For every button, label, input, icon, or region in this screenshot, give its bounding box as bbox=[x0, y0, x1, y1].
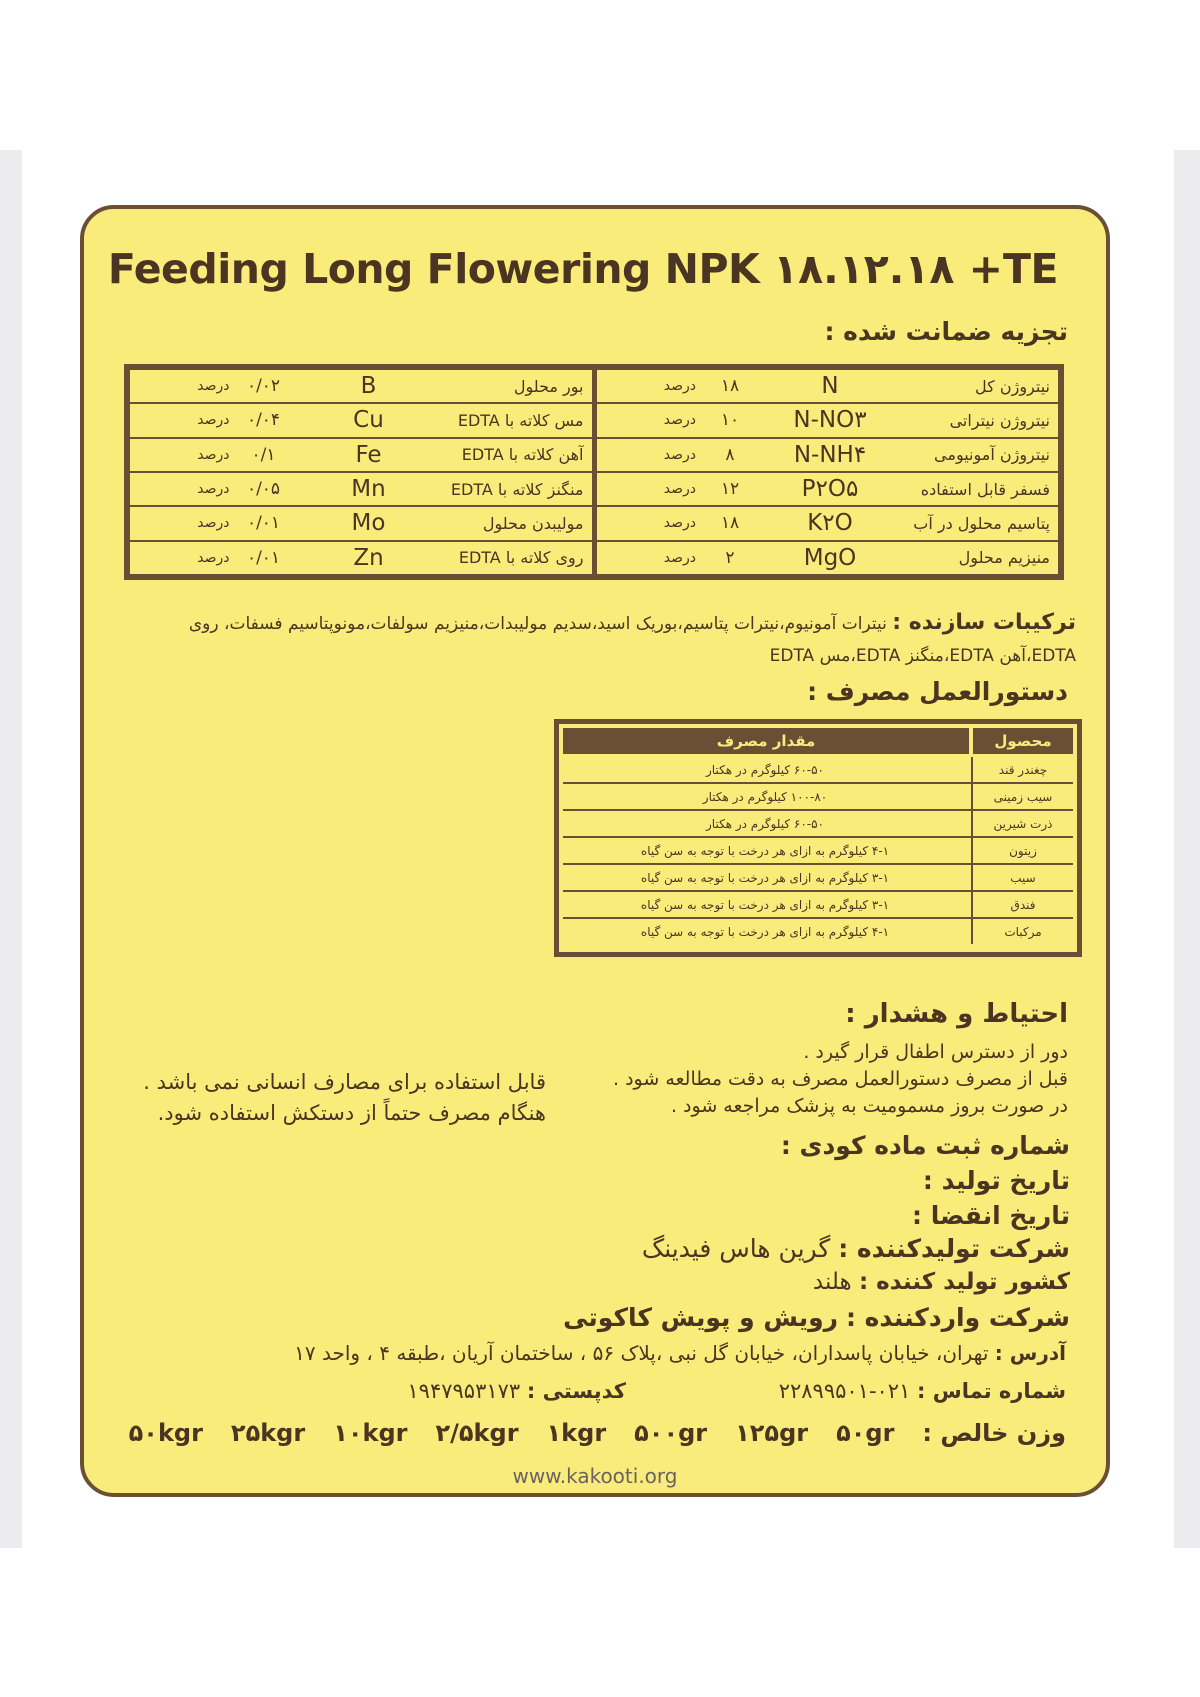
usage-row bbox=[563, 811, 1073, 838]
usage-amount: ۶۰-۵۰ کیلوگرم در هکتار bbox=[706, 816, 825, 831]
production-date-label: تاریخ تولید : bbox=[922, 1166, 1070, 1195]
right-edge-strip bbox=[1174, 150, 1200, 1548]
postal-group bbox=[407, 1379, 626, 1403]
nutrient-value: ۸ bbox=[725, 444, 735, 465]
usage-row bbox=[563, 892, 1073, 919]
nutrient-symbol: Cu bbox=[353, 407, 384, 434]
nutrient-name: فسفر قابل استفاده bbox=[920, 479, 1050, 499]
manufacturer-label: شرکت تولیدکننده : bbox=[838, 1234, 1070, 1263]
nutrient-value: ۰/۰۱ bbox=[246, 513, 281, 534]
usage-row bbox=[563, 757, 1073, 784]
address-label: آدرس : bbox=[994, 1341, 1066, 1365]
expiry-label: تاریخ انقضا : bbox=[912, 1201, 1070, 1230]
nutrient-symbol: N-NO۳ bbox=[793, 407, 867, 434]
nutrient-name: منیزیم محلول bbox=[958, 548, 1050, 568]
analysis-micro-column bbox=[130, 370, 592, 574]
usage-amount: ۳-۱ کیلوگرم به ازای هر درخت با توجه به سن گیاه bbox=[640, 897, 890, 912]
nutrient-unit: درصد bbox=[197, 412, 230, 429]
analysis-row bbox=[130, 473, 592, 507]
analysis-row bbox=[597, 473, 1059, 507]
importer-value: رویش و پویش کاکوتی bbox=[563, 1303, 839, 1332]
analysis-row bbox=[597, 370, 1059, 404]
usage-header-crop: محصول bbox=[973, 728, 1073, 754]
country-label: کشور تولید کننده : bbox=[858, 1269, 1070, 1295]
nutrient-value: ۱۲ bbox=[720, 479, 740, 500]
usage-row bbox=[563, 865, 1073, 892]
phone-group bbox=[779, 1379, 1066, 1403]
country-value: هلند bbox=[812, 1269, 852, 1295]
composition-text: نیترات آمونیوم،نیترات پتاسیم،بوریک اسید،سدیم مولیبدات،منیزیم سولفات،مونوپتاسیم فسفات، روی EDTA،آهن EDTA،منگنز EDTA،مس EDTA bbox=[188, 614, 1076, 666]
nutrient-name: نیتروژن آمونیومی bbox=[934, 445, 1050, 465]
warning-heading: احتیاط و هشدار : bbox=[845, 999, 1068, 1029]
analysis-macro-column bbox=[592, 370, 1059, 574]
nutrient-name: آهن کلاته با EDTA bbox=[461, 445, 584, 465]
nutrient-name: نیتروژن کل bbox=[975, 376, 1050, 396]
analysis-row bbox=[130, 542, 592, 574]
warnings-right bbox=[613, 1039, 1068, 1120]
net-weight-line bbox=[129, 1419, 1066, 1447]
registration-line bbox=[781, 1131, 1070, 1160]
manufacturer-line bbox=[642, 1234, 1070, 1263]
expiry-line bbox=[912, 1201, 1070, 1230]
usage-row bbox=[563, 838, 1073, 865]
phone-value: ۰۲۱-۲۲۸۹۹۵۰۱ bbox=[778, 1379, 911, 1403]
analysis-row bbox=[597, 439, 1059, 473]
nutrient-name: نیتروژن نیتراتی bbox=[949, 410, 1050, 430]
country-line bbox=[813, 1269, 1070, 1295]
net-weight-option: ۵۰kgr bbox=[128, 1419, 203, 1447]
net-weight-option: ۱۲۵gr bbox=[735, 1419, 809, 1447]
usage-crop: سیب bbox=[971, 865, 1073, 890]
nutrient-symbol: P۲O۵ bbox=[801, 476, 859, 503]
nutrient-value: ۰/۰۵ bbox=[246, 479, 281, 500]
nutrient-name: مس کلاته با EDTA bbox=[457, 410, 584, 430]
nutrient-symbol: Zn bbox=[353, 544, 384, 571]
nutrient-unit: درصد bbox=[197, 515, 230, 532]
nutrient-value: ۰/۰۴ bbox=[246, 410, 281, 431]
nutrient-symbol: Fe bbox=[355, 441, 382, 468]
usage-row bbox=[563, 919, 1073, 944]
nutrient-value: ۰/۰۲ bbox=[246, 376, 281, 397]
nutrient-value: ۲ bbox=[725, 547, 735, 568]
warning-item: قابل استفاده برای مصارف انسانی نمی باشد . bbox=[143, 1070, 546, 1094]
net-weight-option: ۲۵kgr bbox=[230, 1419, 306, 1447]
analysis-row bbox=[597, 404, 1059, 438]
nutrient-unit: درصد bbox=[197, 446, 230, 463]
composition-label: ترکیبات سازنده : bbox=[892, 610, 1076, 635]
manufacturer-value: گرین هاس فیدینگ bbox=[641, 1234, 831, 1263]
analysis-row bbox=[597, 542, 1059, 574]
nutrient-unit: درصد bbox=[197, 378, 230, 395]
warning-item: قبل از مصرف دستورالعمل مصرف به دقت مطالعه شود . bbox=[613, 1068, 1068, 1090]
net-weight-label: وزن خالص : bbox=[922, 1419, 1066, 1447]
nutrient-symbol: B bbox=[360, 373, 377, 400]
production-date-line bbox=[923, 1166, 1070, 1195]
importer-line bbox=[563, 1303, 1070, 1332]
usage-crop: سیب زمینی bbox=[971, 784, 1073, 809]
nutrient-name: پتاسیم محلول در آب bbox=[913, 513, 1050, 533]
postal-label: کدپستی : bbox=[526, 1379, 626, 1403]
product-label bbox=[80, 205, 1110, 1497]
usage-table bbox=[554, 719, 1082, 957]
net-weight-option: ۵۰gr bbox=[836, 1419, 895, 1447]
phone-label: شماره تماس : bbox=[917, 1379, 1066, 1403]
importer-label: شرکت واردکننده : bbox=[845, 1303, 1070, 1332]
analysis-row bbox=[130, 507, 592, 541]
nutrient-value: ۰/۰۱ bbox=[246, 547, 281, 568]
nutrient-unit: درصد bbox=[663, 549, 696, 566]
usage-row bbox=[563, 784, 1073, 811]
guaranteed-analysis-table bbox=[124, 364, 1064, 580]
warning-item: دور از دسترس اطفال قرار گیرد . bbox=[803, 1041, 1068, 1063]
address-line bbox=[294, 1341, 1066, 1365]
usage-heading: دستورالعمل مصرف : bbox=[807, 677, 1068, 706]
usage-crop: فندق bbox=[971, 892, 1073, 917]
warnings-left bbox=[143, 1067, 546, 1129]
usage-header-amount: مقدار مصرف bbox=[563, 728, 969, 754]
left-edge-strip bbox=[0, 150, 22, 1548]
nutrient-symbol: N bbox=[821, 373, 839, 400]
nutrient-name: بور محلول bbox=[513, 376, 584, 396]
nutrient-unit: درصد bbox=[663, 378, 696, 395]
usage-amount: ۴-۱ کیلوگرم به ازای هر درخت با توجه به سن گیاه bbox=[640, 924, 890, 939]
usage-table-header bbox=[563, 728, 1073, 754]
analysis-row bbox=[130, 404, 592, 438]
nutrient-unit: درصد bbox=[197, 549, 230, 566]
nutrient-unit: درصد bbox=[663, 481, 696, 498]
usage-amount: ۳-۱ کیلوگرم به ازای هر درخت با توجه به سن گیاه bbox=[640, 870, 890, 885]
warning-item: هنگام مصرف حتماً از دستکش استفاده شود. bbox=[157, 1101, 546, 1125]
nutrient-symbol: Mo bbox=[351, 510, 386, 537]
nutrient-unit: درصد bbox=[663, 446, 696, 463]
nutrient-value: ۱۸ bbox=[720, 513, 740, 534]
usage-amount: ۴-۱ کیلوگرم به ازای هر درخت با توجه به سن گیاه bbox=[640, 843, 890, 858]
usage-crop: زیتون bbox=[971, 838, 1073, 863]
nutrient-symbol: N-NH۴ bbox=[793, 441, 867, 468]
address-value: تهران، خیابان پاسداران، خیابان گل نبی ،پلاک ۵۶ ، ساختمان آریان ،طبقه ۴ ، واحد ۱۷ bbox=[294, 1341, 989, 1365]
usage-crop: مرکبات bbox=[971, 919, 1073, 944]
nutrient-unit: درصد bbox=[663, 412, 696, 429]
usage-crop: چغندر قند bbox=[971, 757, 1073, 782]
contact-line bbox=[136, 1379, 1066, 1403]
nutrient-name: مولیبدن محلول bbox=[482, 513, 584, 533]
net-weight-option: ۱kgr bbox=[546, 1419, 607, 1447]
nutrient-name: منگنز کلاته با EDTA bbox=[450, 479, 584, 499]
nutrient-value: ۰/۱ bbox=[251, 444, 276, 465]
website-link[interactable]: www.kakooti.org bbox=[512, 1464, 678, 1488]
product-title: Feeding Long Flowering NPK ۱۸.۱۲.۱۸ +TE bbox=[107, 245, 1058, 293]
warning-item: در صورت بروز مسمومیت به پزشک مراجعه شود . bbox=[670, 1095, 1068, 1117]
postal-value: ۱۹۴۷۹۵۳۱۷۳ bbox=[407, 1379, 521, 1403]
usage-amount: ۱۰۰-۸۰ کیلوگرم در هکتار bbox=[702, 789, 828, 804]
registration-label: شماره ثبت ماده کودی : bbox=[780, 1131, 1070, 1160]
net-weight-option: ۱۰kgr bbox=[333, 1419, 408, 1447]
nutrient-unit: درصد bbox=[663, 515, 696, 532]
nutrient-unit: درصد bbox=[197, 481, 230, 498]
analysis-row bbox=[597, 507, 1059, 541]
analysis-row bbox=[130, 439, 592, 473]
net-weight-option: ۵۰۰gr bbox=[634, 1419, 708, 1447]
guaranteed-analysis-heading: تجزیه ضمانت شده : bbox=[824, 317, 1068, 346]
nutrient-value: ۱۸ bbox=[720, 376, 740, 397]
nutrient-value: ۱۰ bbox=[720, 410, 740, 431]
usage-crop: ذرت شیرین bbox=[971, 811, 1073, 836]
nutrient-symbol: Mn bbox=[351, 476, 386, 503]
analysis-row bbox=[130, 370, 592, 404]
composition bbox=[120, 607, 1076, 672]
nutrient-symbol: K۲O bbox=[807, 510, 853, 537]
usage-amount: ۶۰-۵۰ کیلوگرم در هکتار bbox=[706, 762, 825, 777]
nutrient-name: روی کلاته با EDTA bbox=[458, 548, 584, 568]
net-weight-option: ۲/۵kgr bbox=[435, 1419, 519, 1447]
nutrient-symbol: MgO bbox=[803, 544, 857, 571]
